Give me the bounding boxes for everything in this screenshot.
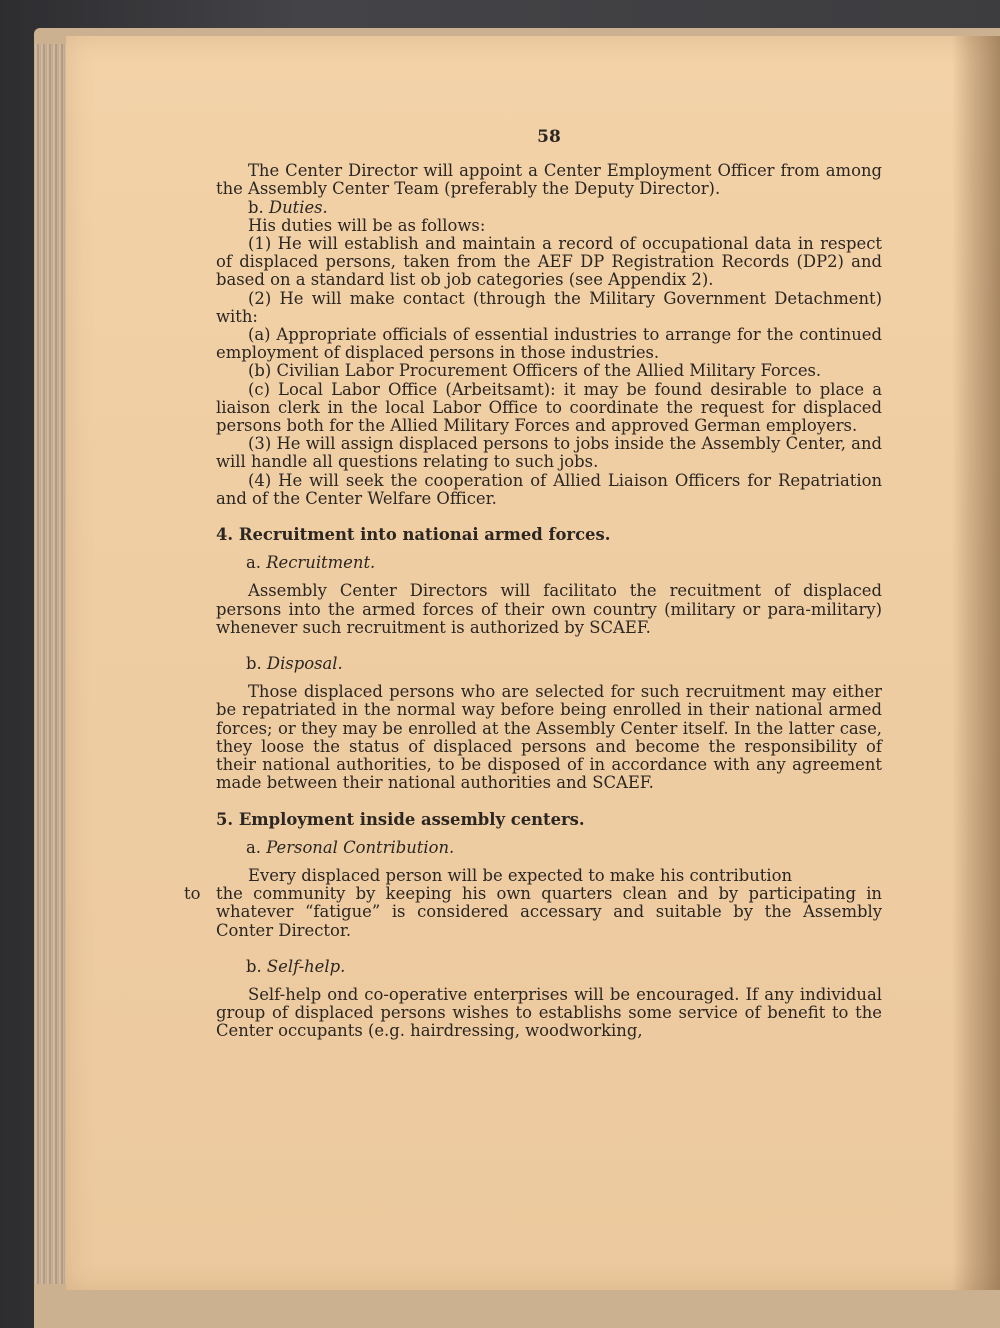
subheading-disposal bbox=[216, 655, 882, 673]
subheading-title: Self-help. bbox=[266, 956, 346, 976]
margin-handwriting: to bbox=[184, 884, 201, 904]
section-heading-5: 5. Employment inside assembly centers. bbox=[216, 809, 585, 829]
subheading-personal-contribution bbox=[216, 839, 882, 857]
subheading-label: b. bbox=[246, 654, 262, 674]
subheading-title: Personal Contribution. bbox=[266, 837, 455, 857]
paragraph-duties-intro: His duties will be as follows: bbox=[248, 215, 486, 235]
paragraph-self-help: Self-help ond co-operative enterprises will be encouraged. If any individual group of displaced persons wishes to establishs some service of benefit to the Center occupants (e.g. hairdressing, woodworking, bbox=[216, 984, 882, 1041]
section-heading-4: 4. Recruitment into nationai armed forces. bbox=[216, 525, 611, 545]
subheading-title: Duties. bbox=[268, 197, 328, 217]
subheading-recruitment bbox=[216, 554, 882, 572]
paragraph-duty-2: (2) He will make contact (through the Military Government Detachment) with: bbox=[216, 288, 882, 326]
page-text bbox=[184, 127, 882, 1041]
paragraph-intro: The Center Director will appoint a Center Employment Officer from among the Assembly Center Team (preferably the Deputy Director). bbox=[216, 161, 882, 199]
paragraph-text: the community by keeping his own quarters clean and by participating in whatever “fatigue” is considered accessary and suitable by the Assembly Conter Director. bbox=[216, 884, 882, 940]
subheading-label: a. bbox=[246, 837, 261, 857]
paragraph-duty-3: (3) He will assign displaced persons to jobs inside the Assembly Center, and will handle all questions relating to such jobs. bbox=[216, 434, 882, 472]
subheading-label: a. bbox=[246, 553, 261, 573]
paragraph-personal-contribution-rest bbox=[184, 884, 882, 940]
page-number: 58 bbox=[537, 127, 561, 147]
subheading-label: b. bbox=[248, 197, 264, 217]
subheading-label: b. bbox=[246, 956, 262, 976]
paragraph-duty-1: (1) He will establish and maintain a record of occupational data in respect of displaced persons, taken from the AEF DP Registration Records (DP2) and based on a standard list ob job categories (see Appendix 2). bbox=[216, 234, 882, 290]
paragraph-disposal: Those displaced persons who are selected for such recruitment may either be repatriated in the normal way before being enrolled in their national armed forces; or they may be enrolled at the Assembly Center itself. In the latter case, they loose the status of displaced persons and become the responsibility of their national authorities, to be disposed of in accordance with any agreement made between their national authorities and SCAEF. bbox=[216, 682, 882, 793]
subheading-title: Recruitment. bbox=[266, 553, 376, 573]
subheading-self-help bbox=[216, 958, 882, 976]
paragraph-duty-4: (4) He will seek the cooperation of Allied Liaison Officers for Repatriation and of the Center Welfare Officer. bbox=[216, 470, 882, 508]
paragraph-duty-2b: (b) Civilian Labor Procurement Officers of the Allied Military Forces. bbox=[248, 361, 822, 381]
subheading-duties bbox=[216, 199, 882, 217]
paragraph-duty-2a: (a) Appropriate officials of essential industries to arrange for the continued employment of displaced persons in those industries. bbox=[216, 325, 882, 363]
paragraph-personal-contribution-line1: Every displaced person will be expected to make his contribution bbox=[248, 865, 793, 885]
paragraph-recruitment: Assembly Center Directors will facilitato the recuitment of displaced persons into the armed forces of their own country (military or para-military) whenever such recruitment is authorized by SCAEF. bbox=[216, 581, 882, 637]
subheading-title: Disposal. bbox=[266, 654, 343, 674]
page-gutter-shadow bbox=[952, 36, 1000, 1290]
paragraph-duty-2c: (c) Local Labor Office (Arbeitsamt): it may be found desirable to place a liaison clerk in the local Labor Office to coordinate the request for displaced persons both for the Allied Military Forces and approved German employers. bbox=[216, 379, 882, 436]
